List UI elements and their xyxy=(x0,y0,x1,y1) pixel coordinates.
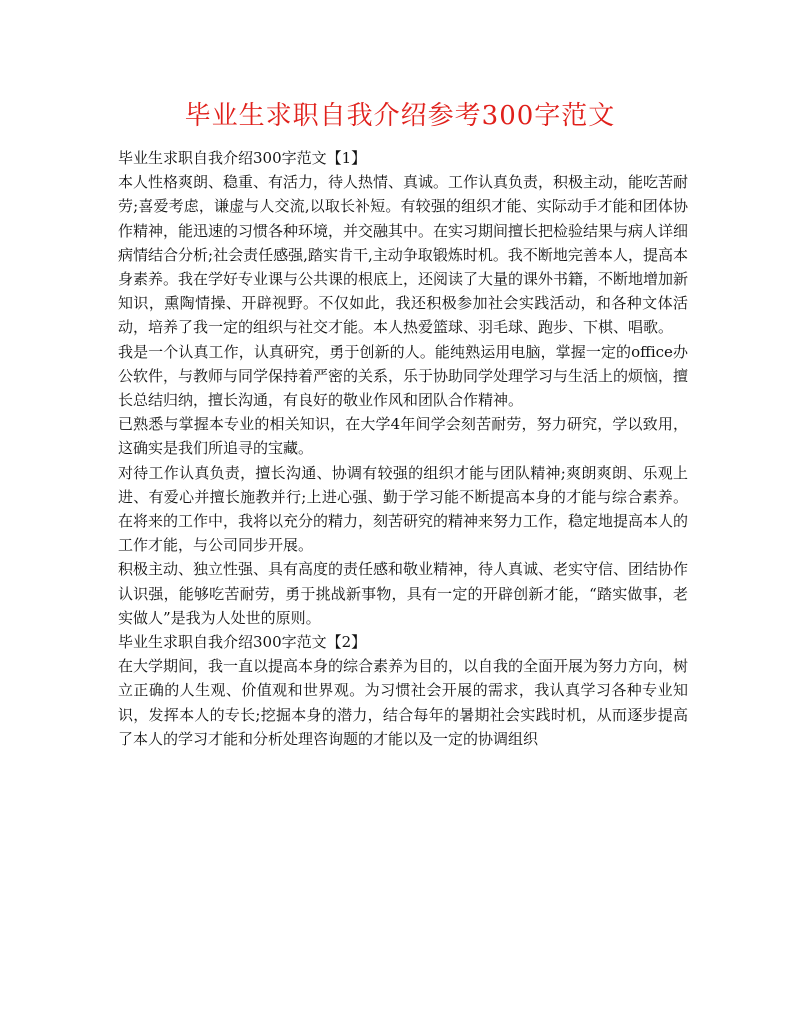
document-body xyxy=(118,146,688,751)
paragraph: 对待工作认真负责，擅长沟通、协调有较强的组织才能与团队精神;爽朗爽朗、乐观上进、有爱心并擅长施教并行;上进心强、勤于学习能不断提高本身的才能与综合素养。在将来的工作中，我将以充分的精力，刻苦研究的精神来努力工作，稳定地提高本人的工作才能，与公司同步开展。 xyxy=(118,463,689,555)
paragraph: 已熟悉与掌握本专业的相关知识，在大学4年间学会刻苦耐劳，努力研究，学以致用，这确实是我们所追寻的宝藏。 xyxy=(118,415,688,458)
paragraph: 积极主动、独立性强、具有高度的责任感和敬业精神，待人真诚、老实守信、团结协作认识强，能够吃苦耐劳，勇于挑战新事物，具有一定的开辟创新才能，“踏实做事，老实做人”是我为人处世的原则。 xyxy=(118,560,689,627)
paragraph: 在大学期间，我一直以提高本身的综合素养为目的，以自我的全面开展为努力方向，树立正确的人生观、价值观和世界观。为习惯社会开展的需求，我认真学习各种专业知识，发挥本人的专长;挖掘本身的潜力，结合每年的暑期社会实践时机，从而逐步提高了本人的学习才能和分析处理咨询题的才能以及一定的协调组织 xyxy=(118,657,689,748)
section-heading: 毕业生求职自我介绍300字范文【1】 xyxy=(118,149,367,167)
paragraph: 本人性格爽朗、稳重、有活力，待人热情、真诚。工作认真负责，积极主动，能吃苦耐劳;喜爱考虑，谦虚与人交流,以取长补短。有较强的组织才能、实际动手才能和团体协作精神，能迅速的习惯各种环境，并交融其中。在实习期间擅长把检验结果与病人详细病情结合分析;社会责任感强,踏实肯干,主动争取锻炼时机。我不断地完善本人，提高本身素养。我在学好专业课与公共课的根底上，还阅读了大量的课外书籍，不断地增加新知识，熏陶情操、开辟视野。不仅如此，我还积极参加社会实践活动，和各种文体活动，培养了我一定的组织与社交才能。本人热爱篮球、羽毛球、跑步、下棋、唱歌。 xyxy=(118,173,689,337)
section-heading: 毕业生求职自我介绍300字范文【2】 xyxy=(118,633,367,652)
document-title: 毕业生求职自我介绍参考300字范文 xyxy=(184,101,616,131)
paragraph: 我是一个认真工作，认真研究，勇于创新的人。能纯熟运用电脑，掌握一定的office办公软件，与教师与同学保持着严密的关系，乐于协助同学处理学习与生活上的烦恼，擅长总结归纳，擅长沟通，有良好的敬业作风和团队合作精神。 xyxy=(118,342,689,410)
